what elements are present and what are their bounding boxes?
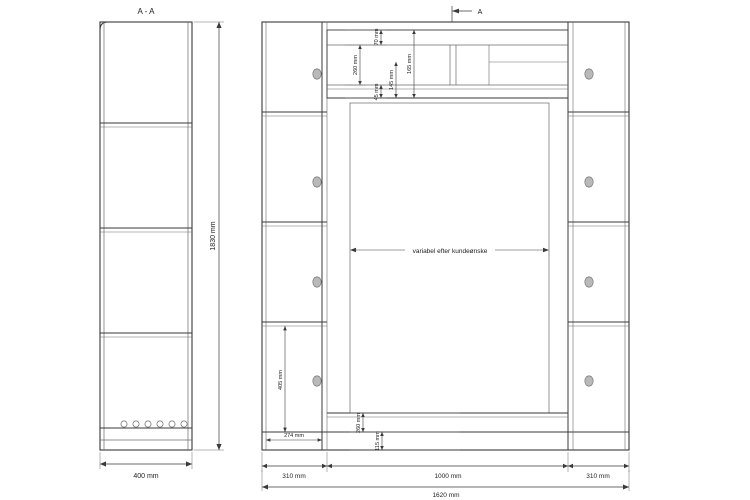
handle-left-4[interactable] xyxy=(313,376,321,386)
dim-top-260-label: 260 mm xyxy=(353,55,359,75)
dim-side-width-label: 400 mm xyxy=(133,473,159,480)
dim-overall-width-label: 1620 mm xyxy=(432,492,460,499)
dim-side-height xyxy=(194,22,224,450)
handle-left-1[interactable] xyxy=(313,69,321,79)
dim-top-145-label: 145 mm xyxy=(389,70,395,90)
handle-right-4[interactable] xyxy=(585,376,593,386)
dim-top-165-label: 165 mm xyxy=(407,54,413,74)
section-marker-a xyxy=(452,6,483,22)
front-elevation-group xyxy=(262,6,629,450)
dim-lower-left-405-label: 405 mm xyxy=(278,370,284,390)
dim-bottom-115-label: 115 mm xyxy=(375,431,381,451)
section-title-label: A - A xyxy=(137,7,155,16)
dim-side-width xyxy=(100,452,192,480)
dim-top-block-group xyxy=(345,28,416,100)
top-shelf-block xyxy=(327,30,568,101)
dim-left-col-width-label: 310 mm xyxy=(282,473,306,480)
dim-lower-left-274-label: 274 mm xyxy=(284,433,304,439)
section-view-group xyxy=(100,7,192,450)
center-opening xyxy=(350,103,549,413)
dim-top-70-label: 70 mm xyxy=(374,28,380,46)
handle-left-3[interactable] xyxy=(313,277,321,287)
dim-bottom-260-label: 260 mm xyxy=(356,413,362,433)
dim-width-chain xyxy=(262,452,629,499)
section-outer-body xyxy=(100,22,192,450)
dim-right-col-width-label: 310 mm xyxy=(586,473,610,480)
dim-center-width-label: 1000 mm xyxy=(434,473,462,480)
dim-side-height-label: 1830 mm xyxy=(210,221,217,251)
handle-right-1[interactable] xyxy=(585,69,593,79)
handle-right-3[interactable] xyxy=(585,277,593,287)
handle-left-2[interactable] xyxy=(313,177,321,187)
handle-right-2[interactable] xyxy=(585,177,593,187)
center-note-label: variabel efter kundeønske xyxy=(412,248,488,255)
section-hole-row xyxy=(121,421,187,427)
dim-top-45-label: 45 mm xyxy=(374,83,380,101)
section-marker-label: A xyxy=(477,9,483,16)
